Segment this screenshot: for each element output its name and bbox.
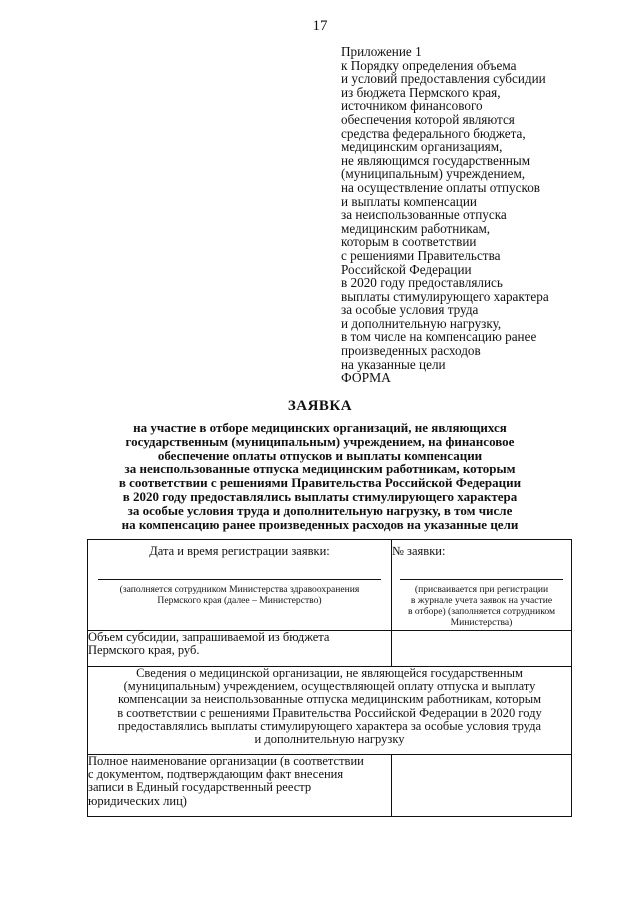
document-title: ЗАЯВКА bbox=[287, 398, 353, 414]
registration-number-blank bbox=[400, 579, 563, 580]
registration-date-cell bbox=[88, 540, 392, 631]
subtitle-line: государственным (муниципальным) учреждением, на финансовое bbox=[125, 433, 515, 449]
appendix-line: выплаты стимулирующего характера bbox=[341, 288, 549, 304]
appendix-line: источником финансового bbox=[341, 98, 483, 114]
subtitle-line: обеспечение оплаты отпусков и выплаты компенсации bbox=[157, 447, 483, 463]
subtitle-line: за особые условия труда и дополнительную нагрузку, в том числе bbox=[127, 502, 513, 518]
form-label: ФОРМА bbox=[341, 370, 391, 385]
note-line: в отборе) (заполняется сотрудником bbox=[407, 606, 556, 617]
note-line: (присваивается при регистрации bbox=[414, 584, 549, 595]
note-line: Пермского края (далее – Министерство) bbox=[157, 595, 322, 606]
appendix-line: и дополнительную нагрузку, bbox=[341, 315, 502, 331]
subsidy-label-line: Объем субсидии, запрашиваемой из бюджета bbox=[88, 630, 330, 644]
appendix-line: (муниципальным) учреждением, bbox=[341, 166, 526, 182]
appendix-line: к Порядку определения объема bbox=[341, 57, 517, 73]
subsidy-row bbox=[88, 631, 572, 667]
appendix-line: с решениями Правительства bbox=[341, 247, 501, 263]
appendix-line: за неиспользованные отпуска bbox=[341, 207, 507, 223]
appendix-line: Российской Федерации bbox=[341, 261, 472, 277]
org-info-line: (муниципальным) учреждением, осуществляющей оплату отпуска и выплату bbox=[123, 679, 536, 694]
full-name-value-cell[interactable] bbox=[392, 755, 572, 817]
org-info-line: Сведения о медицинской организации, не являющейся государственным bbox=[136, 666, 523, 680]
org-info-header-cell bbox=[88, 667, 572, 755]
note-line: Министерства) bbox=[450, 617, 513, 628]
registration-date-label: Дата и время регистрации заявки: bbox=[149, 544, 330, 558]
org-info-line: предоставлялись выплаты стимулирующего характера за особые условия труда bbox=[117, 718, 542, 733]
appendix-reference bbox=[341, 45, 631, 371]
appendix-line: и выплаты компенсации bbox=[341, 193, 477, 209]
registration-number-cell bbox=[392, 540, 572, 631]
appendix-line: медицинским организациям, bbox=[341, 139, 503, 155]
subtitle-line: в 2020 году предоставлялись выплаты стимулирующего характера bbox=[122, 488, 518, 504]
full-name-label bbox=[88, 755, 391, 808]
full-name-line: Полное наименование организации (в соответствии bbox=[88, 754, 364, 768]
note-line: (заполняется сотрудником Министерства здравоохранения bbox=[119, 584, 360, 595]
registration-date-blank bbox=[98, 579, 381, 580]
appendix-line: на осуществление оплаты отпусков bbox=[341, 179, 541, 195]
full-name-label-cell bbox=[88, 755, 392, 817]
appendix-line: которым в соответствии bbox=[341, 234, 477, 250]
note-line: в журнале учета заявок на участие bbox=[410, 595, 553, 606]
org-info-line: компенсации за неиспользованные отпуска медицинским работникам, которым bbox=[117, 692, 542, 707]
appendix-line: Приложение 1 bbox=[341, 44, 422, 59]
appendix-line: обеспечения которой являются bbox=[341, 111, 515, 127]
subtitle-line: на участие в отборе медицинских организаций, не являющихся bbox=[133, 420, 507, 435]
subsidy-value-cell[interactable] bbox=[392, 631, 572, 667]
full-name-line: с документом, подтверждающим факт внесения bbox=[88, 767, 344, 782]
appendix-line: и условий предоставления субсидии bbox=[341, 71, 546, 87]
full-name-row bbox=[88, 755, 572, 817]
registration-row bbox=[88, 540, 572, 631]
application-table bbox=[87, 539, 572, 817]
appendix-line: не являющимся государственным bbox=[341, 152, 531, 168]
page-number: 17 bbox=[312, 18, 328, 34]
appendix-line: произведенных расходов bbox=[341, 343, 481, 359]
org-info-line: в соответствии с решениями Правительства Российской Федерации в 2020 году bbox=[117, 705, 542, 720]
subtitle-line: на компенсацию ранее произведенных расходов на указанные цели bbox=[121, 516, 519, 532]
subtitle-line: за неиспользованные отпуска медицинским работникам, которым bbox=[124, 461, 516, 477]
appendix-line: в 2020 году предоставлялись bbox=[341, 275, 503, 291]
appendix-line: из бюджета Пермского края, bbox=[341, 84, 501, 100]
full-name-line: записи в Единый государственный реестр bbox=[88, 780, 312, 795]
appendix-line: в том числе на компенсацию ранее bbox=[341, 329, 537, 345]
subsidy-label-cell bbox=[88, 631, 392, 667]
subsidy-label bbox=[88, 631, 391, 657]
org-info-line: и дополнительную нагрузку bbox=[254, 732, 405, 747]
registration-number-label: № заявки: bbox=[392, 544, 446, 558]
registration-date-note bbox=[88, 584, 391, 606]
appendix-line: за особые условия труда bbox=[341, 302, 479, 318]
document-subtitle bbox=[60, 421, 580, 531]
org-info-header bbox=[88, 667, 571, 746]
appendix-line: медицинским работникам, bbox=[341, 220, 491, 236]
registration-number-note bbox=[392, 584, 571, 628]
subtitle-line: в соответствии с решениями Правительства Российской Федерации bbox=[118, 475, 522, 491]
org-info-header-row bbox=[88, 667, 572, 755]
appendix-line: на указанные цели bbox=[341, 356, 446, 372]
subsidy-label-line: Пермского края, руб. bbox=[88, 643, 200, 658]
full-name-line: юридических лиц) bbox=[88, 793, 187, 808]
appendix-line: средства федерального бюджета, bbox=[341, 125, 526, 141]
